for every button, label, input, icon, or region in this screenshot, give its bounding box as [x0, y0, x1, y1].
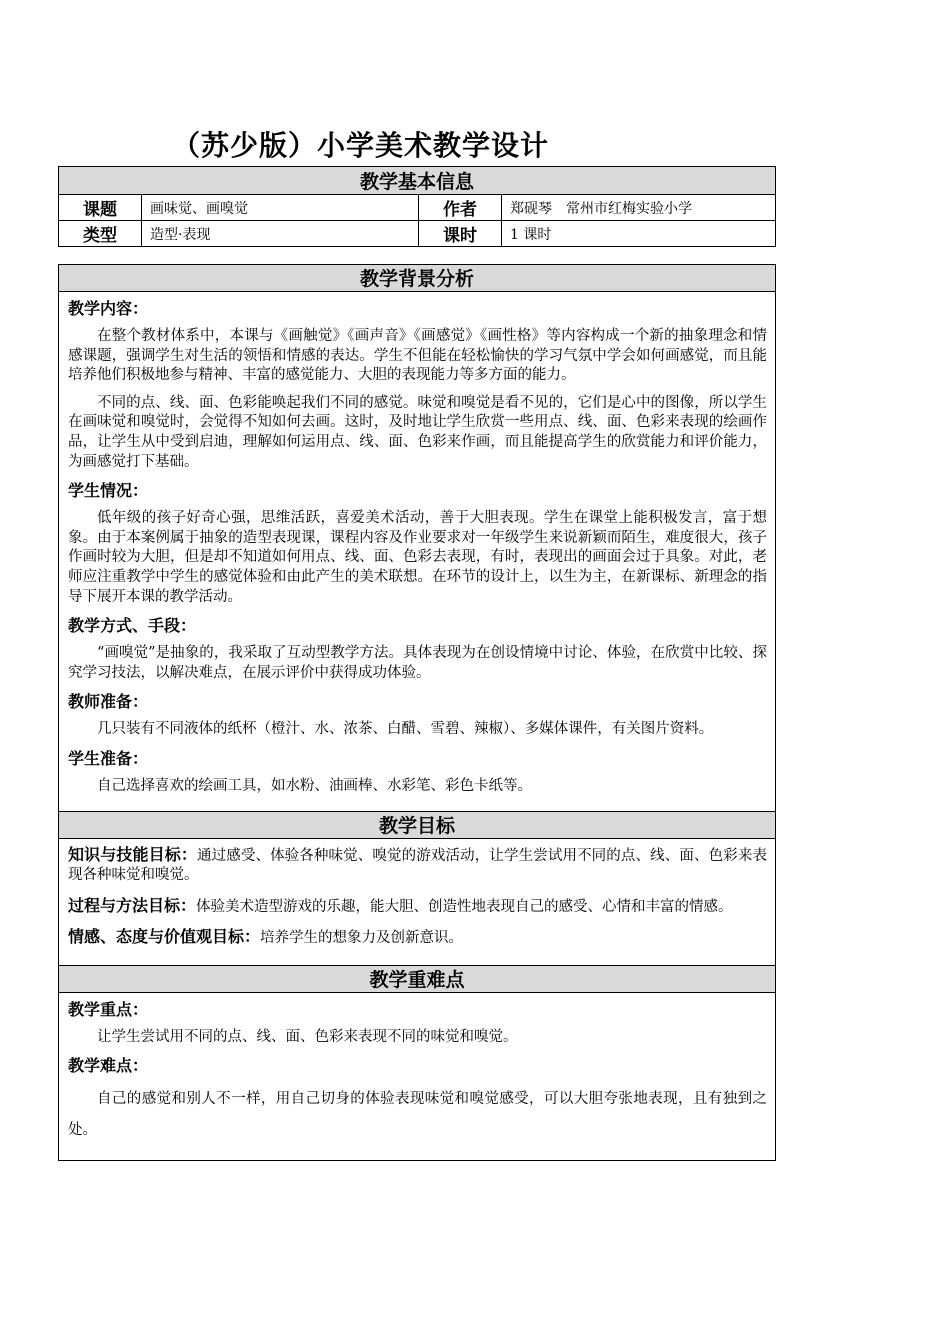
teacher-prep-label: 教师准备： [68, 692, 149, 712]
objectives-header: 教学目标 [59, 811, 775, 839]
knowledge-label: 知识与技能目标： [68, 844, 197, 864]
knowledge-objective [68, 845, 767, 886]
methods-label: 教学方式、手段： [68, 616, 197, 636]
process-objective [68, 896, 767, 918]
content-paragraph-1: 在整个教材体系中，本课与《画触觉》《画声音》《画感觉》《画性格》等内容构成一个新的抽象理念和情感课题，强调学生对生活的领悟和情感的表达。学生不但能在轻松愉快的学习气氛中学会如何画感觉，而且能培养他们积极地参与精神、丰富的感觉能力、大胆的表现能力等多方面的能力。 [68, 328, 767, 384]
focus-label: 教学重点： [68, 999, 149, 1019]
difficulty-label: 教学难点： [68, 1056, 149, 1076]
content-label: 教学内容： [68, 299, 149, 318]
topic-label: 课题 [59, 195, 142, 221]
topic-value: 画味觉、画嗅觉 [142, 195, 419, 221]
teacher-prep-paragraph: 几只装有不同液体的纸杯（橙汁、水、浓茶、白醋、雪碧、辣椒）、多媒体课件，有关图片资料。 [97, 721, 714, 738]
knowledge-text: 通过感受、体验各种味觉、嗅觉的游戏活动，让学生尝试用不同的点、线、面、色彩来表现各种味觉和嗅觉。 [68, 847, 767, 884]
process-label: 过程与方法目标： [68, 895, 197, 915]
hours-value: 1 课时 [502, 221, 776, 247]
methods-paragraph: “画嗅觉”是抽象的，我采取了互动型教学方法。具体表现为在创设情境中讨论、体验，在欣赏中比较、探究学习技法，以解决难点，在展示评价中获得成功体验。 [68, 645, 767, 681]
hours-label: 课时 [419, 221, 502, 247]
author-label: 作者 [419, 195, 502, 221]
difficulty-paragraph: 自己的感觉和别人不一样，用自己切身的体验表现味觉和嗅觉感受，可以大胆夸张地表现，且有独到之处。 [68, 1091, 767, 1139]
content-paragraph-2: 不同的点、线、面、色彩能唤起我们不同的感觉。味觉和嗅觉是看不见的，它们是心中的图像，所以学生在画味觉和嗅觉时，会觉得不知如何去画。这时，及时地让学生欣赏一些用点、线、面、色彩来表现的绘画作品，让学生从中受到启迪，理解如何运用点、线、面、色彩来作画，而且能提高学生的欣赏能力和评价能力，为画感觉打下基础。 [68, 394, 767, 470]
author-value: 郑砚琴 常州市红梅实验小学 [502, 195, 776, 221]
student-prep-label: 学生准备： [68, 748, 149, 768]
background-section [59, 298, 775, 811]
basic-info-header: 教学基本信息 [59, 167, 776, 195]
students-label: 学生情况： [68, 481, 149, 501]
key-points-header: 教学重难点 [59, 965, 775, 993]
type-value: 造型·表现 [142, 221, 419, 247]
emotion-label: 情感、态度与价值观目标： [68, 927, 261, 947]
type-label: 类型 [59, 221, 142, 247]
document-title: （苏少版）小学美术教学设计 [172, 129, 550, 162]
emotion-objective [68, 927, 767, 949]
focus-paragraph: 让学生尝试用不同的点、线、面、色彩来表现不同的味觉和嗅觉。 [97, 1028, 518, 1045]
student-prep-paragraph: 自己选择喜欢的绘画工具，如水粉、油画棒、水彩笔、彩色卡纸等。 [97, 777, 532, 794]
process-text: 体验美术造型游戏的乐趣，能大胆、创造性地表现自己的感受、心情和丰富的情感。 [196, 898, 733, 915]
lesson-plan-body [58, 264, 776, 1161]
emotion-text: 培养学生的想象力及创新意识。 [260, 930, 464, 947]
key-points-section [59, 999, 775, 1161]
basic-info-table [58, 166, 776, 247]
background-header: 教学背景分析 [59, 265, 775, 292]
objectives-section [59, 845, 775, 965]
students-paragraph: 低年级的孩子好奇心强，思维活跃，喜爱美术活动，善于大胆表现。学生在课堂上能积极发言，富于想象。由于本案例属于抽象的造型表现课，课程内容及作业要求对一年级学生来说新颖而陌生，难度很大，孩子作画时较为大胆，但是却不知道如何用点、线、面、色彩去表现，有时，表现出的画面会过于具象。对此，老师应注重教学中学生的感觉体验和由此产生的美术联想。在环节的设计上，以生为主，在新课标、新理念的指导下展开本课的教学活动。 [68, 510, 767, 605]
